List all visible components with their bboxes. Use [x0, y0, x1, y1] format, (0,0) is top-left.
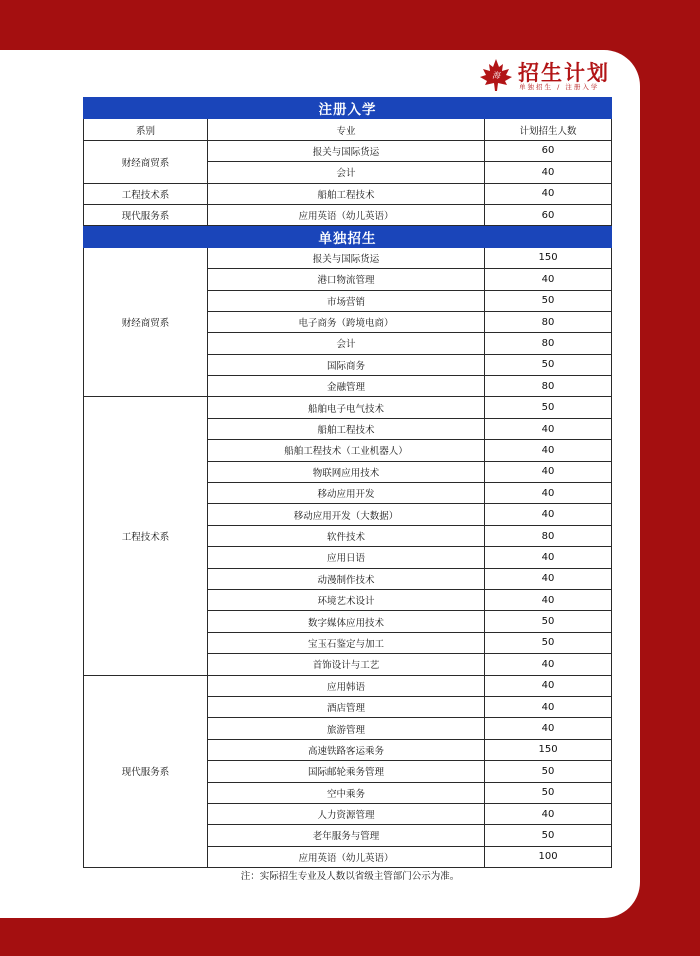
- count-cell: 40: [485, 504, 612, 525]
- major-cell: 酒店管理: [208, 696, 485, 717]
- major-cell: 应用日语: [208, 547, 485, 568]
- table-row: [84, 183, 612, 204]
- department-cell: 工程技术系: [84, 183, 208, 204]
- major-cell: 市场营销: [208, 290, 485, 311]
- count-cell: 150: [485, 247, 612, 268]
- major-cell: 旅游管理: [208, 718, 485, 739]
- count-cell: 50: [485, 761, 612, 782]
- count-cell: 40: [485, 589, 612, 610]
- count-cell: 50: [485, 397, 612, 418]
- section-title: 单独招生: [84, 226, 612, 247]
- count-cell: 50: [485, 611, 612, 632]
- brand-title: 招生计划: [518, 61, 610, 85]
- major-cell: 港口物流管理: [208, 269, 485, 290]
- plan-table-body: [84, 98, 612, 868]
- count-cell: 40: [485, 183, 612, 204]
- major-cell: 移动应用开发: [208, 483, 485, 504]
- major-cell: 船舶工程技术: [208, 183, 485, 204]
- count-cell: 40: [485, 568, 612, 589]
- count-cell: 50: [485, 782, 612, 803]
- column-header-department: 系别: [84, 119, 208, 140]
- major-cell: 应用英语（幼儿英语）: [208, 204, 485, 225]
- count-cell: 40: [485, 696, 612, 717]
- count-cell: 80: [485, 376, 612, 397]
- table-row: [84, 204, 612, 225]
- column-header-row: [84, 119, 612, 140]
- count-cell: 60: [485, 140, 612, 161]
- major-cell: 会计: [208, 333, 485, 354]
- count-cell: 40: [485, 269, 612, 290]
- department-cell: 现代服务系: [84, 675, 208, 868]
- major-cell: 国际邮轮乘务管理: [208, 761, 485, 782]
- section-title: 注册入学: [84, 98, 612, 119]
- major-cell: 船舶工程技术: [208, 418, 485, 439]
- svg-text:海: 海: [492, 71, 500, 80]
- table-row: [84, 140, 612, 161]
- major-cell: 会计: [208, 162, 485, 183]
- count-cell: 80: [485, 333, 612, 354]
- count-cell: 50: [485, 632, 612, 653]
- major-cell: 报关与国际货运: [208, 247, 485, 268]
- count-cell: 40: [485, 483, 612, 504]
- major-cell: 动漫制作技术: [208, 568, 485, 589]
- major-cell: 空中乘务: [208, 782, 485, 803]
- column-header-count: 计划招生人数: [485, 119, 612, 140]
- major-cell: 应用英语（幼儿英语）: [208, 846, 485, 867]
- major-cell: 宝玉石鉴定与加工: [208, 632, 485, 653]
- major-cell: 高速铁路客运乘务: [208, 739, 485, 760]
- count-cell: 40: [485, 547, 612, 568]
- count-cell: 60: [485, 204, 612, 225]
- count-cell: 40: [485, 418, 612, 439]
- table-row: [84, 675, 612, 696]
- count-cell: 40: [485, 675, 612, 696]
- major-cell: 船舶工程技术（工业机器人）: [208, 440, 485, 461]
- table-row: [84, 247, 612, 268]
- brand-logo: [478, 58, 618, 92]
- department-cell: 财经商贸系: [84, 140, 208, 183]
- brand-subtitle: 单独招生 / 注册入学: [519, 83, 600, 91]
- table-row: [84, 397, 612, 418]
- major-cell: 应用韩语: [208, 675, 485, 696]
- major-cell: 报关与国际货运: [208, 140, 485, 161]
- count-cell: 40: [485, 440, 612, 461]
- major-cell: 数字媒体应用技术: [208, 611, 485, 632]
- major-cell: 金融管理: [208, 376, 485, 397]
- maple-leaf-icon: [478, 58, 514, 92]
- count-cell: 100: [485, 846, 612, 867]
- count-cell: 40: [485, 162, 612, 183]
- major-cell: 船舶电子电气技术: [208, 397, 485, 418]
- count-cell: 80: [485, 525, 612, 546]
- major-cell: 老年服务与管理: [208, 825, 485, 846]
- count-cell: 50: [485, 825, 612, 846]
- major-cell: 首饰设计与工艺: [208, 654, 485, 675]
- major-cell: 移动应用开发（大数据）: [208, 504, 485, 525]
- count-cell: 50: [485, 354, 612, 375]
- section-header-row: [84, 226, 612, 247]
- major-cell: 人力资源管理: [208, 803, 485, 824]
- count-cell: 80: [485, 311, 612, 332]
- major-cell: 国际商务: [208, 354, 485, 375]
- column-header-major: 专业: [208, 119, 485, 140]
- enrollment-plan-table: [83, 97, 612, 868]
- department-cell: 工程技术系: [84, 397, 208, 675]
- department-cell: 财经商贸系: [84, 247, 208, 397]
- major-cell: 环境艺术设计: [208, 589, 485, 610]
- major-cell: 物联网应用技术: [208, 461, 485, 482]
- count-cell: 150: [485, 739, 612, 760]
- count-cell: 40: [485, 718, 612, 739]
- count-cell: 40: [485, 461, 612, 482]
- major-cell: 电子商务（跨境电商）: [208, 311, 485, 332]
- count-cell: 50: [485, 290, 612, 311]
- section-header-row: [84, 98, 612, 119]
- count-cell: 40: [485, 654, 612, 675]
- footnote: 注：实际招生专业及人数以省级主管部门公示为准。: [240, 871, 460, 882]
- count-cell: 40: [485, 803, 612, 824]
- department-cell: 现代服务系: [84, 204, 208, 225]
- major-cell: 软件技术: [208, 525, 485, 546]
